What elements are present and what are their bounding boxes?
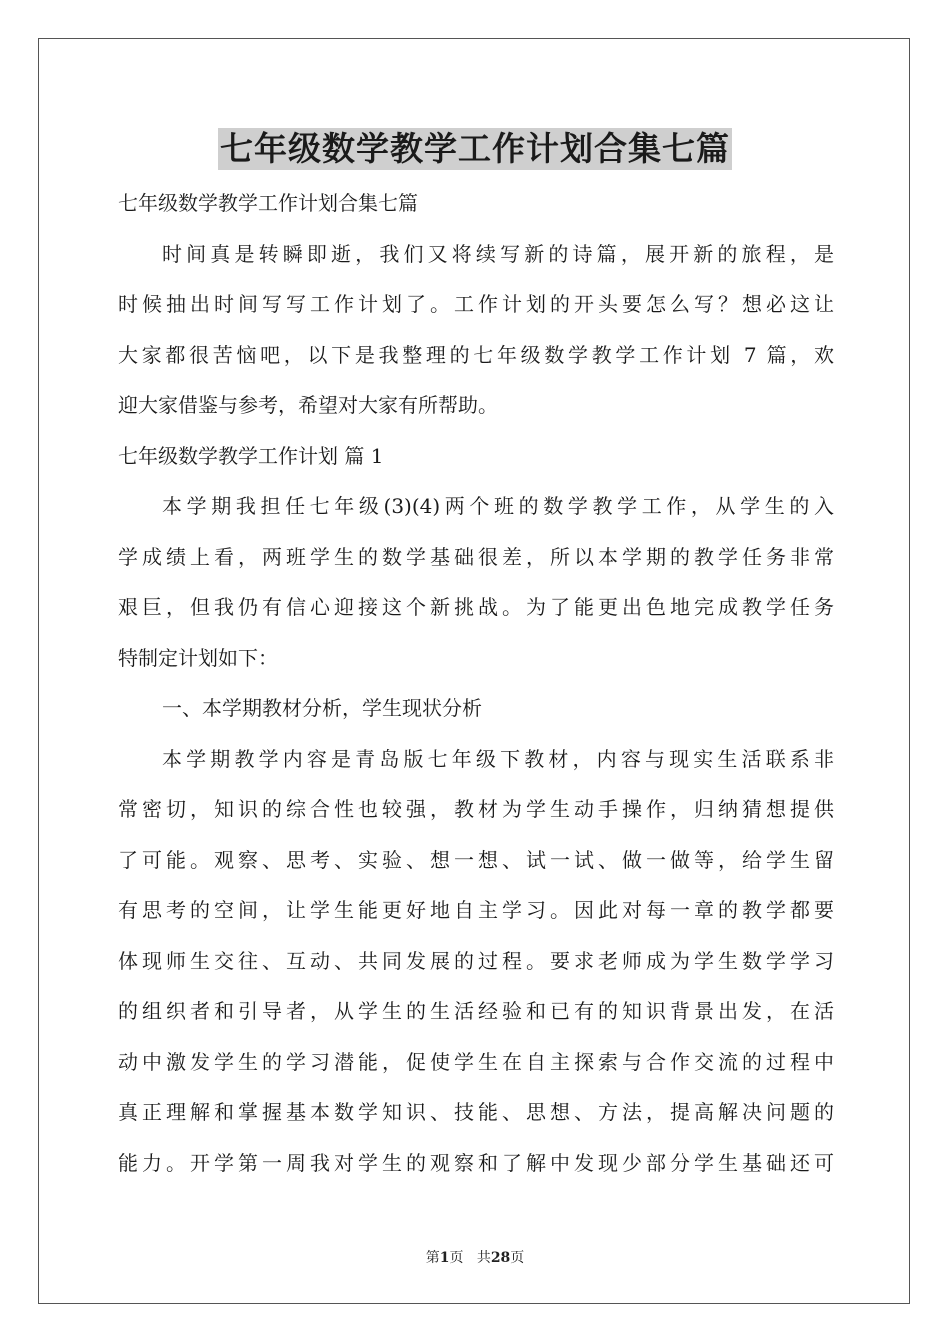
page-suffix: 页 (449, 1250, 464, 1266)
title-container (0, 128, 950, 170)
paragraph-line: 体现师生交往、互动、共同发展的过程。要求老师成为学生数学学习 (118, 948, 834, 973)
current-page-number: 1 (439, 1250, 450, 1266)
document-subtitle: 七年级数学教学工作计划合集七篇 (118, 191, 418, 215)
paragraph-line: 时候抽出时间写写工作计划了。工作计划的开头要怎么写？想必这让 (118, 292, 834, 316)
section-heading: 七年级数学教学工作计划 篇 1 (118, 443, 384, 468)
paragraph-line: 本学期我担任七年级(3)(4)两个班的数学教学工作，从学生的入 (162, 494, 834, 518)
paragraph-line: 了可能。观察、思考、实验、想一想、试一试、做一做等，给学生留 (118, 847, 834, 872)
paragraph-line: 常密切，知识的综合性也较强，教材为学生动手操作，归纳猜想提供 (118, 797, 834, 821)
paragraph-line: 的组织者和引导者，从学生的生活经验和已有的知识背景出发，在活 (118, 999, 834, 1023)
page-prefix: 第 (425, 1250, 440, 1266)
subsection-heading: 一、本学期教材分析，学生现状分析 (162, 696, 482, 720)
paragraph-line: 迎大家借鉴与参考，希望对大家有所帮助。 (118, 393, 498, 417)
total-prefix: 共 (476, 1250, 491, 1266)
document-body (118, 178, 834, 1188)
paragraph-line: 本学期教学内容是青岛版七年级下教材，内容与现实生活联系非 (162, 746, 834, 771)
paragraph-line: 能力。开学第一周我对学生的观察和了解中发现少部分学生基础还可 (118, 1150, 834, 1175)
page-footer (0, 1247, 950, 1267)
paragraph-line: 艰巨，但我仍有信心迎接这个新挑战。为了能更出色地完成教学任务 (118, 595, 834, 619)
total-suffix: 页 (510, 1250, 525, 1266)
document-title: 七年级数学教学工作计划合集七篇 (220, 129, 730, 168)
paragraph-line: 有思考的空间，让学生能更好地自主学习。因此对每一章的教学都要 (118, 898, 834, 922)
paragraph-line: 时间真是转瞬即逝，我们又将续写新的诗篇，展开新的旅程，是 (162, 241, 834, 266)
paragraph-line: 学成绩上看，两班学生的数学基础很差，所以本学期的教学任务非常 (118, 544, 834, 569)
paragraph-line: 大家都很苦恼吧，以下是我整理的七年级数学教学工作计划 7 篇，欢 (118, 342, 834, 367)
total-pages: 28 (490, 1250, 511, 1266)
paragraph-line: 动中激发学生的学习潜能，促使学生在自主探索与合作交流的过程中 (118, 1049, 834, 1074)
paragraph-line: 真正理解和掌握基本数学知识、技能、思想、方法，提高解决问题的 (118, 1100, 834, 1124)
paragraph-line: 特制定计划如下： (118, 645, 278, 670)
